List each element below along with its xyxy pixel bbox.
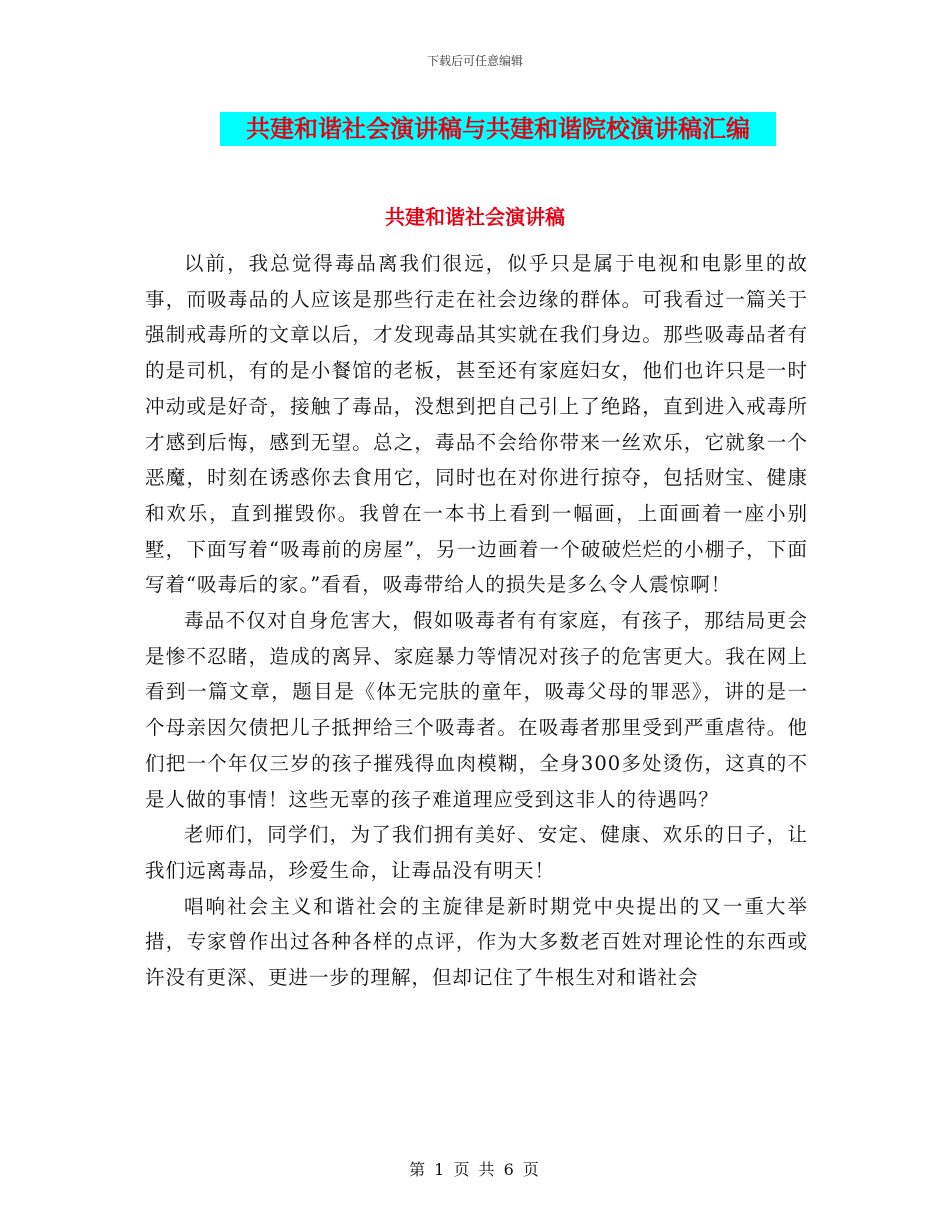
paragraph: 老师们，同学们，为了我们拥有美好、安定、健康、欢乐的日子，让我们远离毒品，珍爱生命，让毒品没有明天！: [145, 823, 808, 882]
paragraph: 唱响社会主义和谐社会的主旋律是新时期党中央提出的又一重大举措，专家曾作出过各种各样的点评，作为大多数老百姓对理论性的东西或许没有更深、更进一步的理解，但却记住了牛根生对和谐社会: [145, 894, 808, 990]
document-title: 共建和谐社会演讲稿与共建和谐院校演讲稿汇编: [220, 112, 776, 146]
paragraph: 毒品不仅对自身危害大，假如吸毒者有有家庭，有孩子，那结局更会是惨不忍睹，造成的离异、家庭暴力等情况对孩子的危害更大。我在网上看到一篇文章，题目是《体无完肤的童年，吸毒父母的罪恶》，讲的是一个母亲因欠债把儿子抵押给三个吸毒者。在吸毒者那里受到严重虐待。他们把一个年仅三岁的孩子摧残得血肉模糊，全身300多处烫伤，这真的不是人做的事情！这些无辜的孩子难道理应受到这非人的待遇吗？: [145, 609, 808, 811]
paragraph: 以前，我总觉得毒品离我们很远，似乎只是属于电视和电影里的故事，而吸毒品的人应该是那些行走在社会边缘的群体。可我看过一篇关于强制戒毒所的文章以后，才发现毒品其实就在我们身边。那些吸毒品者有的是司机，有的是小餐馆的老板，甚至还有家庭妇女，他们也许只是一时冲动或是好奇，接触了毒品，没想到把自己引上了绝路，直到进入戒毒所才感到后悔，感到无望。总之，毒品不会给你带来一丝欢乐，它就象一个恶魔，时刻在诱惑你去食用它，同时也在对你进行掠夺，包括财宝、健康和欢乐，直到摧毁你。我曾在一本书上看到一幅画，上面画着一座小别墅，下面写着“吸毒前的房屋”，另一边画着一个破破烂烂的小棚子，下面写着“吸毒后的家。”看看，吸毒带给人的损失是多么令人震惊啊！: [145, 252, 808, 597]
header-note: 下载后可任意编辑: [426, 54, 523, 68]
document-body: [145, 246, 808, 996]
page-number-footer: 第 1 页 共 6 页: [409, 1160, 541, 1179]
section-title: 共建和谐社会演讲稿: [385, 205, 565, 229]
